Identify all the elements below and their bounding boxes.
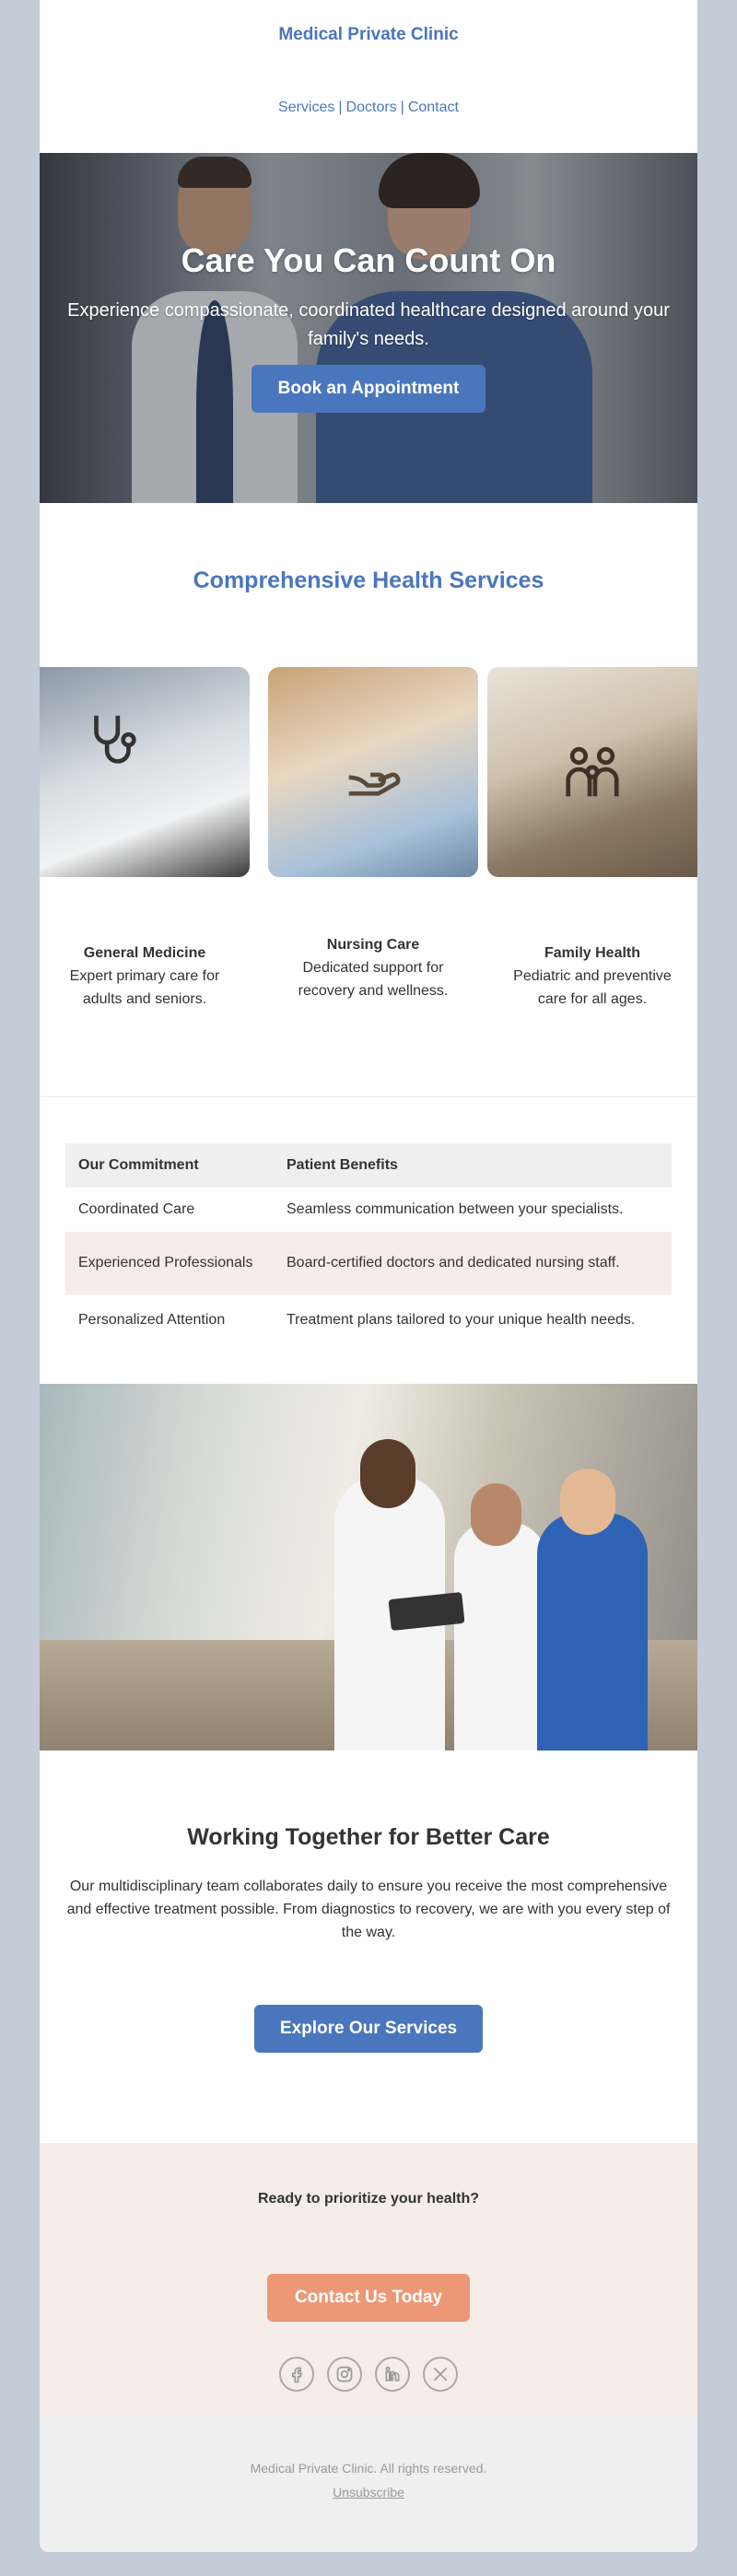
social-links — [40, 2357, 697, 2392]
nav-separator: | — [338, 100, 343, 115]
nav-separator: | — [400, 100, 404, 115]
email-card — [40, 0, 697, 2552]
contact-section — [40, 2143, 697, 2415]
unsubscribe-link[interactable]: Unsubscribe — [333, 2485, 404, 2500]
caring-hands-icon — [341, 740, 405, 804]
section-divider — [40, 1096, 697, 1097]
table-cell: Board-certified doctors and dedicated nursing staff. — [274, 1232, 672, 1294]
hero-title: Care You Can Count On — [181, 241, 556, 279]
table-cell: Coordinated Care — [78, 1201, 195, 1217]
hero-subtitle: Experience compassionate, coordinated healthcare designed around your family's needs. — [67, 300, 670, 349]
contact-us-button[interactable]: Contact Us Today — [267, 2274, 470, 2322]
nurse-figure — [537, 1513, 648, 1751]
service-desc: Pediatric and preventive care for all ages. — [513, 968, 672, 1007]
book-appointment-button[interactable]: Book an Appointment — [252, 365, 485, 413]
footer — [40, 2415, 697, 2552]
hero-banner — [40, 153, 697, 503]
service-name: General Medicine — [83, 945, 206, 961]
doctor-head — [360, 1439, 415, 1508]
table-row — [65, 1232, 672, 1294]
nursing-care-image — [268, 667, 478, 877]
linkedin-icon[interactable] — [375, 2357, 410, 2392]
services-title: Comprehensive Health Services — [193, 568, 544, 593]
nav-contact[interactable]: Contact — [407, 100, 459, 115]
service-name: Nursing Care — [326, 937, 420, 953]
table-cell: Personalized Attention — [78, 1312, 226, 1328]
service-nursing-care — [281, 933, 465, 1002]
team-section-title: Working Together for Better Care — [187, 1824, 550, 1850]
explore-services-button[interactable]: Explore Our Services — [254, 2005, 483, 2053]
footer-copyright: Medical Private Clinic. All rights reserved. — [250, 2461, 487, 2476]
service-general-medicine — [53, 942, 237, 1011]
service-family-health — [500, 942, 684, 1011]
table-cell: Treatment plans tailored to your unique health needs. — [287, 1312, 636, 1328]
table-header-row — [65, 1143, 672, 1188]
family-icon — [560, 740, 625, 804]
general-medicine-image — [40, 667, 250, 877]
service-desc: Expert primary care for adults and seniors. — [69, 968, 220, 1007]
x-icon[interactable] — [423, 2357, 458, 2392]
commitment-table — [65, 1143, 672, 1346]
top-nav — [40, 100, 697, 116]
table-row — [65, 1188, 672, 1232]
table-header: Our Commitment — [65, 1143, 274, 1188]
nurse-head — [560, 1469, 615, 1535]
table-row — [65, 1294, 672, 1346]
service-desc: Dedicated support for recovery and wellness. — [298, 960, 449, 999]
contact-question: Ready to prioritize your health? — [257, 2191, 480, 2207]
stethoscope-icon — [80, 708, 145, 772]
instagram-icon[interactable] — [327, 2357, 362, 2392]
table-cell: Seamless communication between your specialists. — [287, 1201, 624, 1217]
brand-title: Medical Private Clinic — [278, 25, 459, 44]
doctor-head — [471, 1483, 521, 1546]
team-image — [40, 1384, 697, 1751]
table-cell: Experienced Professionals — [65, 1232, 274, 1294]
family-health-image — [487, 667, 697, 877]
service-name: Family Health — [544, 945, 641, 961]
team-section-body: Our multidisciplinary team collaborates daily to ensure you receive the most comprehensive and effective treatment possible. From diagnostics to recovery, we are with you every step of the way. — [66, 1879, 671, 1940]
facebook-icon[interactable] — [279, 2357, 314, 2392]
table-header: Patient Benefits — [274, 1143, 672, 1188]
doctor-figure — [454, 1522, 546, 1751]
nav-doctors[interactable]: Doctors — [345, 100, 397, 115]
nav-services[interactable]: Services — [278, 100, 335, 115]
